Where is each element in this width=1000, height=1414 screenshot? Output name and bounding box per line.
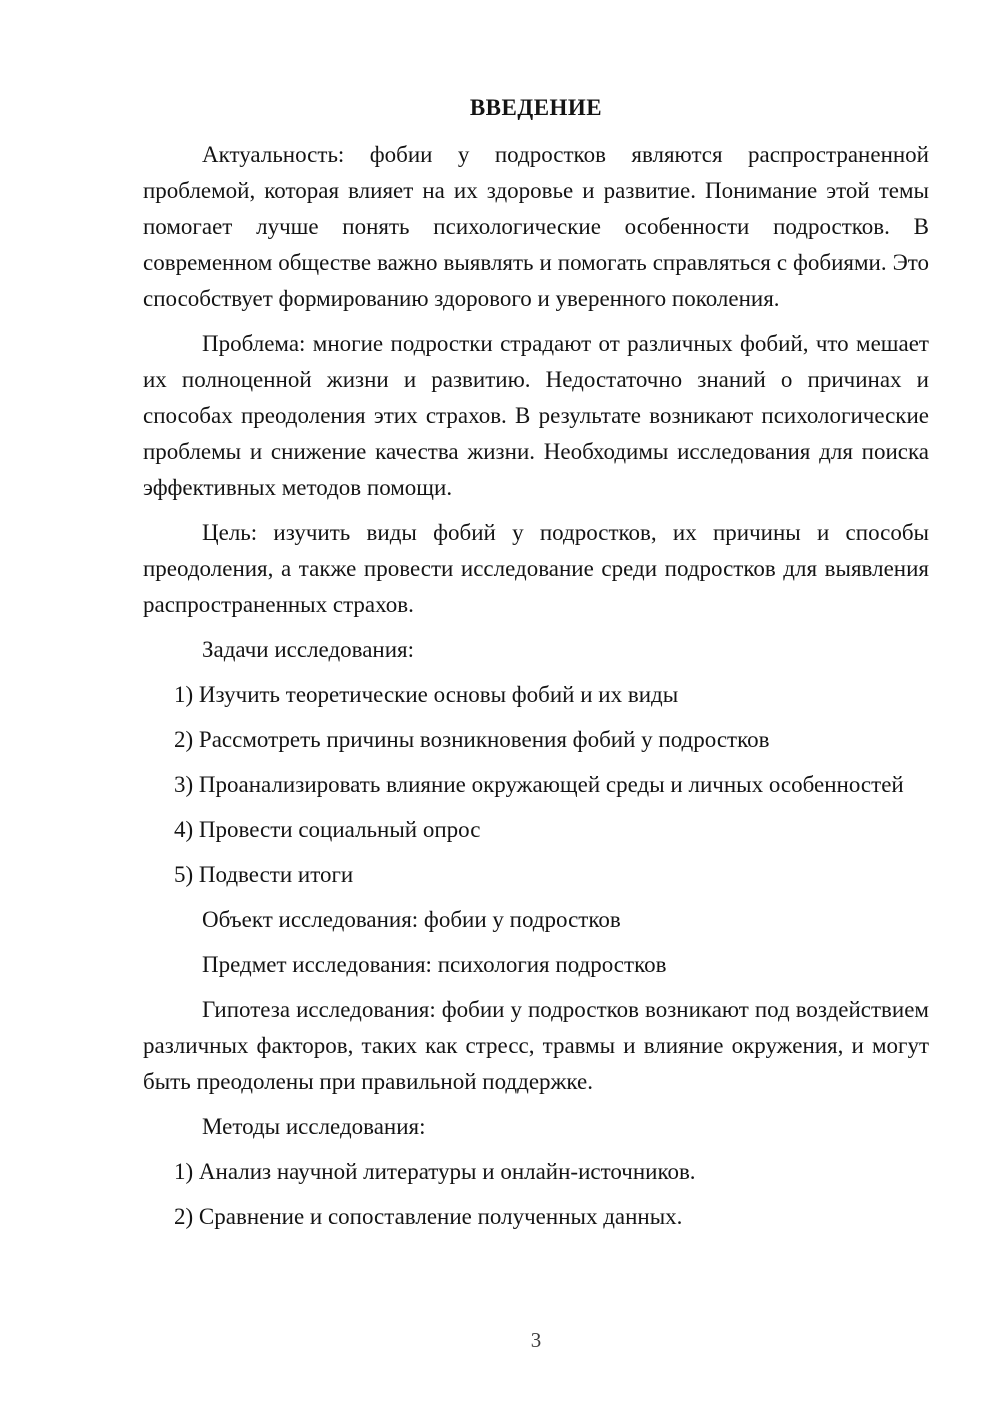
method-item-2: 2) Сравнение и сопоставление полученных данных. [174,1204,683,1229]
task-item-4: 4) Провести социальный опрос [174,817,481,842]
page-title: ВВЕДЕНИЕ [469,95,603,120]
paragraph-methods-label: Методы исследования: [202,1114,426,1139]
task-item-5: 5) Подвести итоги [174,862,354,887]
task-item-2: 2) Рассмотреть причины возникновения фобий у подростков [174,727,770,752]
paragraph-tasks-label: Задачи исследования: [202,637,415,662]
paragraph-problem: Проблема: многие подростки страдают от различных фобий, что мешает их полноценной жизни и развитию. Недостаточно знаний о причинах и способах преодоления этих страхов. В результате возникают психологические проблемы и снижение качества жизни. Необходимы исследования для поиска эффективных методов помощи. [143,331,929,500]
page-number: 3 [530,1328,542,1352]
paragraph-hypothesis: Гипотеза исследования: фобии у подростков возникают под воздействием различных факторов, таких как стресс, травмы и влияние окружения, и могут быть преодолены при правильной поддержке. [143,997,929,1094]
paragraph-relevance: Актуальность: фобии у подростков являются распространенной проблемой, которая влияет на их здоровье и развитие. Понимание этой темы помогает лучше понять психологические особенности подростков. В современном обществе важно выявлять и помогать справляться с фобиями. Это способствует формированию здорового и уверенного поколения. [143,142,929,311]
paragraph-object: Объект исследования: фобии у подростков [202,907,621,932]
paragraph-subject: Предмет исследования: психология подростков [202,952,667,977]
paragraph-goal: Цель: изучить виды фобий у подростков, их причины и способы преодоления, а также провести исследование среди подростков для выявления распространенных страхов. [143,520,929,617]
method-item-1: 1) Анализ научной литературы и онлайн-источников. [174,1159,696,1184]
task-item-3: 3) Проанализировать влияние окружающей среды и личных особенностей [174,772,904,797]
task-item-1: 1) Изучить теоретические основы фобий и их виды [174,682,679,707]
